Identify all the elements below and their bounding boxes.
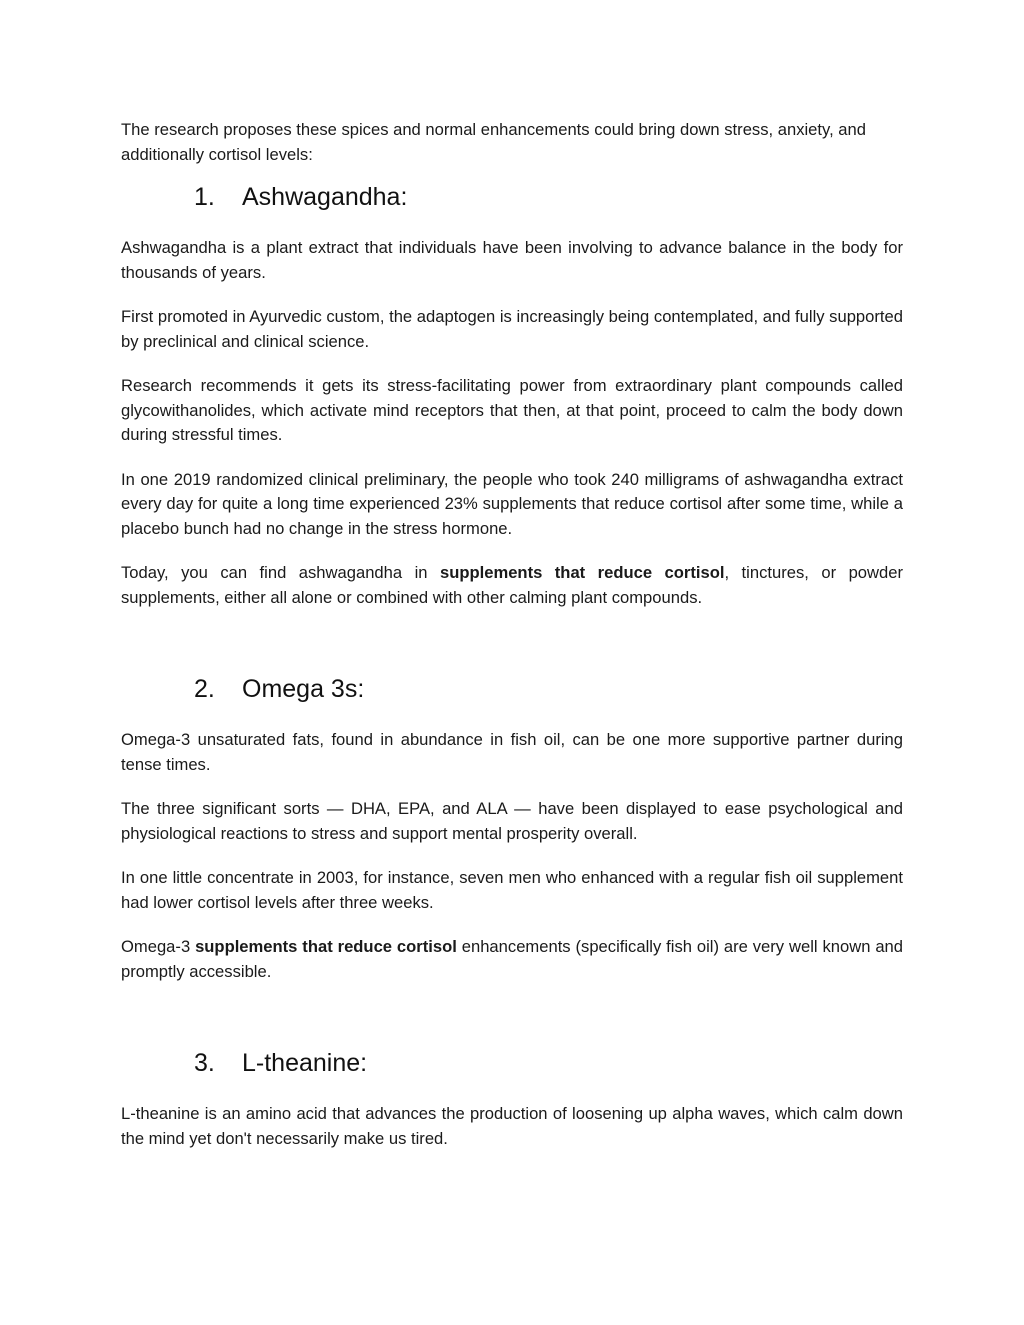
section-number: 2. (194, 675, 215, 703)
paragraph: Research recommends it gets its stress-facilitating power from extraordinary plant compounds called glycowithanolides, which activate mind receptors that then, at that point, proceed to calm the body down during stressful times. (121, 376, 903, 444)
section-title: Omega 3s: (242, 675, 365, 703)
text-run: Omega-3 (121, 937, 196, 956)
paragraph: In one little concentrate in 2003, for instance, seven men who enhanced with a regular fish oil supplement had lower cortisol levels after three weeks. (121, 868, 903, 912)
text-run: enhancements (specifically fish oil) are very well known and promptly accessible. (121, 937, 904, 981)
emphasis-keyword: supplements that reduce cortisol (439, 563, 725, 582)
document-page (121, 118, 903, 1171)
section-heading-omega-3s (121, 671, 903, 707)
section-number: 3. (194, 1049, 215, 1077)
paragraph: In one 2019 randomized clinical preliminary, the people who took 240 milligrams of ashwagandha extract every day for quite a long time experienced 23% supplements that reduce cortisol after some time, while a placebo bunch had no change in the stress hormone. (121, 469, 903, 538)
text-run: Today, you can find ashwagandha in (121, 563, 440, 582)
paragraph: The three significant sorts — DHA, EPA, and ALA — have been displayed to ease psychological and physiological reactions to stress and support mental prosperity overall. (121, 799, 903, 843)
paragraph-with-emphasis (121, 935, 903, 984)
paragraph: Omega-3 unsaturated fats, found in abundance in fish oil, can be one more supportive partner during tense times. (121, 730, 903, 774)
paragraph: L-theanine is an amino acid that advances the production of loosening up alpha waves, which calm down the mind yet don't necessarily make us tired. (121, 1104, 903, 1148)
paragraph-with-emphasis (121, 561, 903, 610)
text-run: , tinctures, or powder supplements, either all alone or combined with other calming plant compounds. (121, 563, 903, 607)
section-number: 1. (194, 183, 215, 211)
emphasis-keyword: supplements that reduce cortisol (195, 937, 457, 956)
section-heading-ashwagandha (121, 179, 903, 215)
paragraph: First promoted in Ayurvedic custom, the adaptogen is increasingly being contemplated, and fully supported by preclinical and clinical science. (121, 307, 903, 351)
section-spacer (121, 630, 903, 671)
section-title: L-theanine: (242, 1049, 368, 1077)
paragraph: Ashwagandha is a plant extract that individuals have been involving to advance balance in the body for thousands of years. (121, 238, 903, 282)
section-heading-l-theanine (121, 1045, 903, 1081)
section-spacer (121, 1004, 903, 1045)
section-title: Ashwagandha: (242, 183, 408, 211)
intro-paragraph: The research proposes these spices and normal enhancements could bring down stress, anxiety, and additionally cortisol levels: (121, 120, 866, 164)
